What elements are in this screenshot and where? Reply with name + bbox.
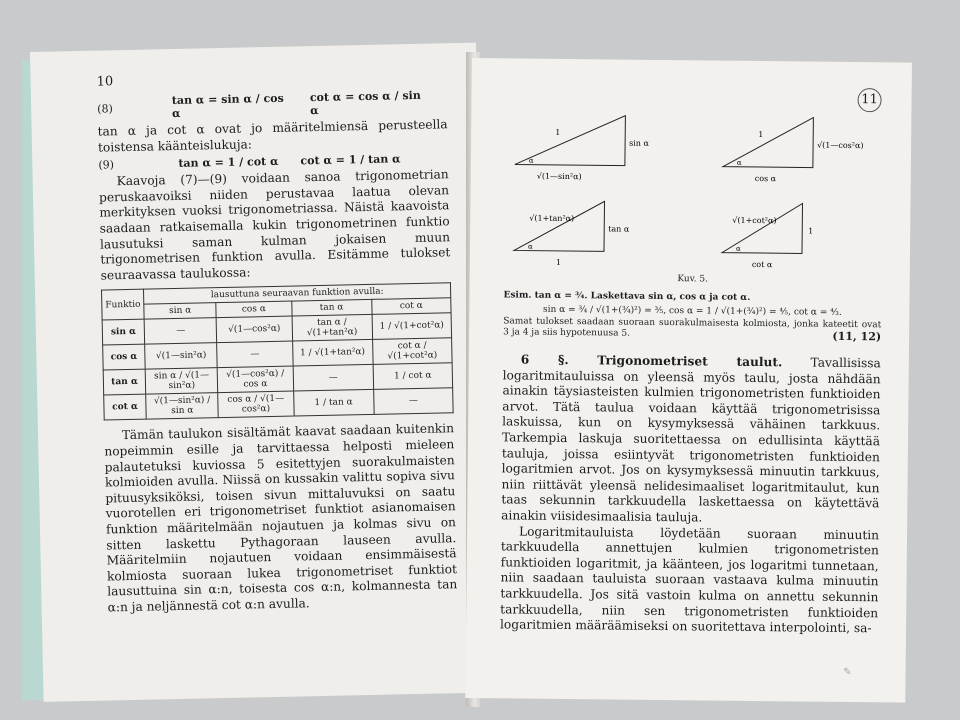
example-statement: Esim. tan α = ¾. Laskettava sin α, cos α ja cot α. (503, 290, 751, 303)
triangle-tan (504, 190, 675, 272)
triangle-cot (712, 193, 883, 275)
table-row-label: tan α (103, 369, 146, 395)
figure-caption: Kuv. 5. (677, 274, 709, 285)
table-cell: sin α / √(1—sin²α) (145, 368, 218, 395)
example-formula: sin α = ¾ / √(1+(¾)²) = ⅗, cos α = 1 / √(1+(¾)²) = ⅘, cot α = ⁴⁄₃. (542, 304, 842, 318)
formula-9: (9) tan α = 1 / cot α cot α = 1 / tan α (98, 152, 401, 172)
triangle-row-1 (505, 104, 884, 188)
formula-8: (8) tan α = sin α / cos α cot α = cos α / sin α (97, 88, 421, 121)
right-page (465, 58, 912, 703)
tri3-hyp: √(1+tan²α) (529, 213, 575, 224)
page-number-left: 10 (96, 74, 114, 90)
table-row-label: sin α (102, 320, 145, 346)
table-cell: √(1—sin²α) (145, 343, 218, 370)
tri4-leg-v: 1 (808, 226, 814, 236)
table-cell: — (217, 341, 293, 368)
table-cell: 1 / tan α (293, 390, 374, 417)
tri1-leg-h: √(1—sin²α) (536, 171, 582, 182)
tri4-hyp: √(1+cot²α) (732, 215, 777, 226)
table-cell: 1 / √(1+tan²α) (292, 340, 373, 367)
table-cell: √(1—sin²α) / sin α (146, 393, 219, 420)
example-note: Samat tulokset saadaan suoraan suorakulmaisesta kolmiosta, jonka kateetit ovat 3 ja 4 ja siis hypotenuusa 5. (11, 12) (503, 316, 882, 344)
tri2-angle: α (736, 158, 742, 167)
table-header-0: sin α (144, 303, 216, 320)
table-cell: tan α / √(1+tan²α) (292, 315, 373, 342)
table-header-1: cos α (216, 301, 291, 318)
table-cell: cot α / √(1+cot²α) (372, 338, 452, 365)
table-cell: cos α / √(1—cos²α) (218, 391, 294, 418)
paragraph-logarithm-tables: Logaritmitauluista löydetään suoraan minuutin tarkkuudella annettujen kulmien trigonometristen funktioiden logaritmit, ja käänteen, jos logaritmi tunnetaan, niin saadaan tauluista suoraan vastaava kulma minuutin tarkkuudella. Jos sitä vastoin kulma on annettu sekunnin tarkkuudella, niin sen trigonometristen funktioiden logaritmien määräämiseksi on suoritettava interpolointi, sa- (499, 524, 880, 636)
tri2-leg-h: cos α (754, 173, 777, 184)
paragraph-basic-formulas: Kaavoja (7)—(9) voidaan sanoa trigonometrian peruskaavoiksi niiden perustavaa laatua olevan merkityksen vuoksi trigonometriassa. Näistä kaavoista saadaan ratkaisemalla kukin trigonometrinen funktio lausutuksi saman kulman jokaisen muun trigonometrisen funktion avulla. Esitämme tulokset seuraavassa taulukossa: (98, 167, 451, 283)
table-cell: — (144, 318, 217, 345)
table-cell: √(1—cos²α) (216, 316, 292, 343)
intro-9: tan α ja cot α ovat jo määritelmiensä perusteella toistensa käänteislukuja: (97, 117, 448, 155)
tri1-hyp: 1 (555, 127, 561, 137)
table-cell: — (373, 388, 453, 415)
reference-numbers: (11, 12) (832, 329, 882, 344)
table-group-header: lausuttuna seuraavan funktion avulla: (144, 283, 451, 304)
table-cell: √(1—cos²α) / cos α (218, 366, 294, 393)
left-page (30, 43, 490, 702)
table-col-function: Funktio (102, 290, 145, 321)
table-cell: — (293, 365, 374, 392)
tri4-angle: α (735, 244, 741, 253)
pencil-mark: ✎ (843, 666, 852, 679)
table-cell: 1 / cot α (373, 363, 453, 390)
tri2-leg-v: √(1—cos²α) (817, 140, 864, 151)
tri4-leg-h: cot α (751, 259, 773, 270)
triangle-row-2 (504, 190, 883, 274)
table-header-3: cot α (372, 298, 451, 315)
tri2-hyp: 1 (758, 130, 764, 140)
tri1-angle: α (528, 156, 534, 165)
section-title: 6 §. Trigonometriset taulut. (520, 352, 783, 370)
table-row-label: cot α (104, 394, 147, 420)
paragraph-tables: 6 §. Trigonometriset taulut. Tavallisissa logaritmitauluissa on yleensä myös taulu, josta nähdään ainakin täysiasteisten kulmien trigonometristen funktioiden arvot. Tätä taulua voidaan käyttää trigonometrisissa laskuissa, kun on kysymyksessä vähäinen tarkkuus. Tarkempia laskuja suoritettaessa on edullisinta käyttää tauluja, joissa esiintyvät trigonometristen funktioiden logaritmien arvot. Jos on kysymyksessä minuutin tarkkuus, niin riittävät yleensä nelidesimaaliset logaritmitaulut, kun taas sekunnin tarkkuudella laskettaessa on käytettävä ainakin viisidesimaalisia tauluja. (501, 352, 881, 525)
tri3-leg-v: tan α (608, 224, 630, 234)
table-header-2: tan α (291, 300, 372, 317)
conversion-table (101, 283, 454, 421)
triangle-cos (713, 107, 884, 189)
triangle-sin (505, 104, 676, 186)
page-number-right: 11 (857, 88, 881, 112)
tri1-leg-v: sin α (629, 138, 649, 148)
paragraph-triangles: Tämän taulukon sisältämät kaavat saadaan kuitenkin nopeimmin esille ja tarvittaessa helposti mieleen palautetuksi kuviossa 5 esitettyjen suorakulmaisten kolmioiden avulla. Niissä on kussakin valittu sopiva sivu pituusyksiköksi, toisen sivun mittaluvuksi on saatu vuorotellen eri trigonometriset funktiot asianomaisen funktion määritelmään nojautuen ja kolmas sivu on sitten laskettu Pythagoraan lauseen avulla. Määritelmiin nojautuen voidaan ensimmäisestä kolmiosta suoraan lukea trigonometriset funktiot lausuttuina sin α:n, toisesta cos α:n, kolmannesta tan α:n ja neljännestä cot α:n avulla. (104, 421, 458, 615)
table-row-label: cos α (103, 345, 146, 371)
table-cell: 1 / √(1+cot²α) (372, 313, 452, 340)
tri3-angle: α (527, 242, 533, 251)
tri3-leg-h: 1 (555, 257, 562, 267)
